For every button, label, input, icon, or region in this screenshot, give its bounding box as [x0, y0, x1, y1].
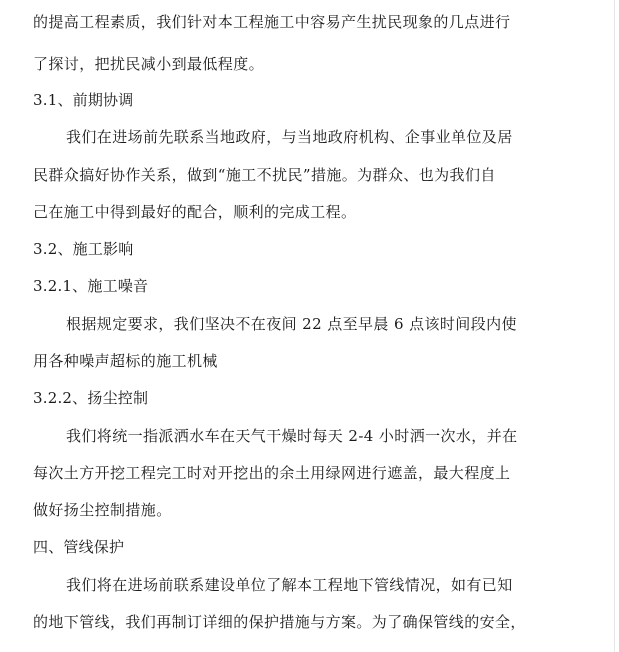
- section-heading-3-2-2: 3.2.2、扬尘控制: [33, 389, 149, 407]
- section-heading-4: 四、管线保护: [33, 538, 125, 556]
- paragraph-line: 每次土方开挖工程完工时对开挖出的余土用绿网进行遮盖，最大程度上: [33, 464, 511, 482]
- paragraph-line: 的地下管线，我们再制订详细的保护措施与方案。为了确保管线的安全，: [33, 613, 526, 631]
- section-heading-3-1: 3.1、前期协调: [33, 91, 134, 109]
- section-heading-3-2-1: 3.2.1、施工噪音: [33, 277, 149, 295]
- paragraph-line: 我们将在进场前联系建设单位了解本工程地下管线情况，如有已知: [66, 576, 513, 594]
- paragraph-line: 用各种噪声超标的施工机械: [33, 352, 218, 370]
- paragraph-line: 我们将统一指派洒水车在天气干燥时每天 2-4 小时洒一次水，并在: [66, 427, 518, 445]
- paragraph-line: 我们在进场前先联系当地政府，与当地政府机构、企事业单位及居: [66, 128, 513, 146]
- page-edge-divider: [614, 0, 615, 652]
- paragraph-line: 民群众搞好协作关系，做到“施工不扰民”措施。为群众、也为我们自: [33, 166, 496, 184]
- paragraph-line: 的提高工程素质，我们针对本工程施工中容易产生扰民现象的几点进行: [33, 13, 511, 31]
- paragraph-line: 根据规定要求，我们坚决不在夜间 22 点至早晨 6 点该时间段内使: [66, 315, 517, 333]
- paragraph-line: 做好扬尘控制措施。: [33, 501, 172, 519]
- paragraph-line: 己在施工中得到最好的配合，顺利的完成工程。: [33, 203, 357, 221]
- section-heading-3-2: 3.2、施工影响: [33, 240, 134, 258]
- paragraph-line: 了探讨，把扰民减小到最低程度。: [33, 55, 265, 73]
